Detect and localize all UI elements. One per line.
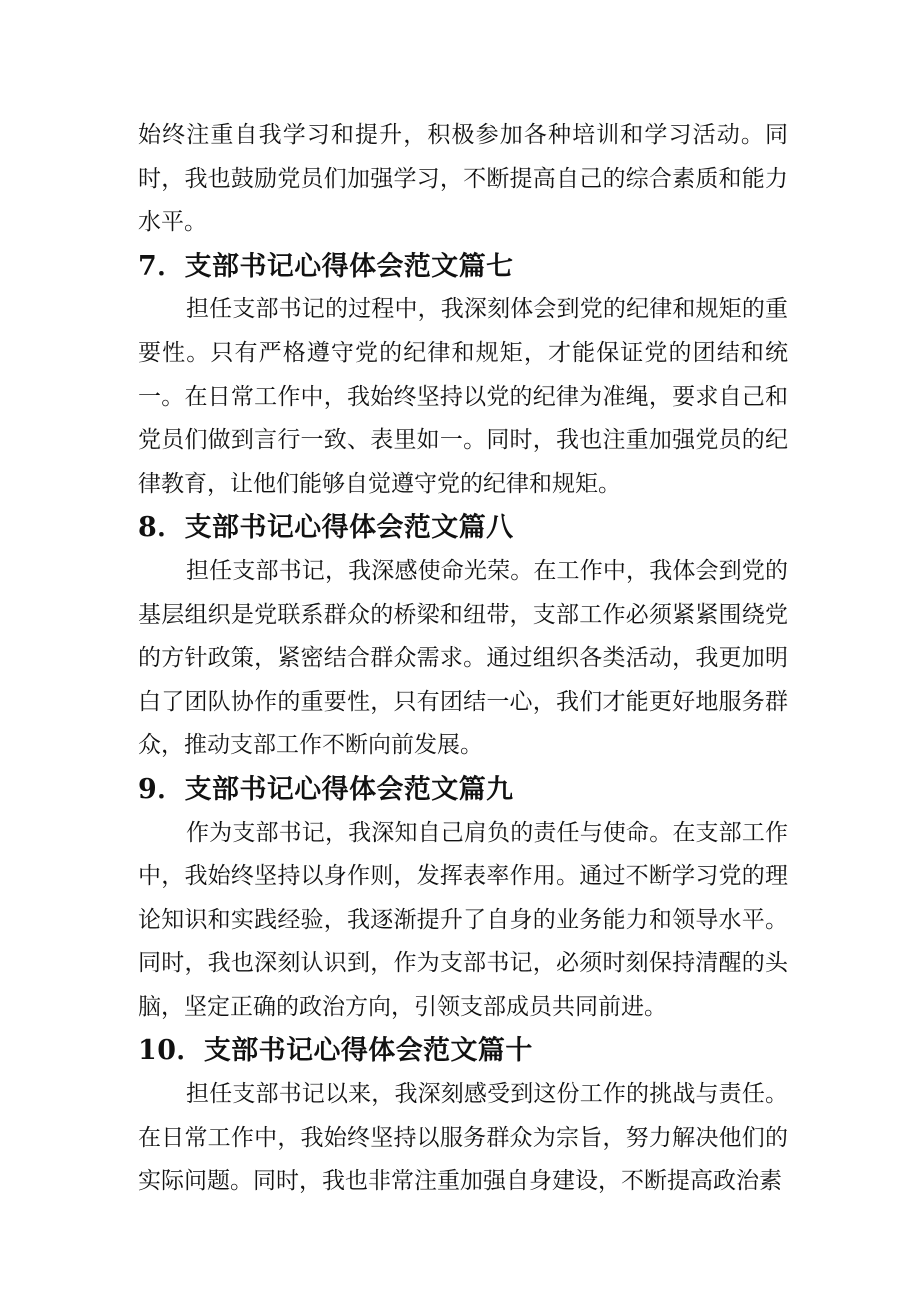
section-heading-9: 9．支部书记心得体会范文篇九	[138, 773, 514, 805]
paragraph-section-7: 担任支部书记的过程中，我深刻体会到党的纪律和规矩的重要性。只有严格遵守党的纪律和规矩，才能保证党的团结和统一。在日常工作中，我始终坚持以党的纪律为准绳，要求自己和党员们做到言行一致、表里如一。同时，我也注重加强党员的纪律教育，让他们能够自觉遵守党的纪律和规矩。	[138, 296, 788, 497]
section-heading-7: 7．支部书记心得体会范文篇七	[138, 250, 514, 282]
paragraph-section-10: 担任支部书记以来，我深刻感受到这份工作的挑战与责任。在日常工作中，我始终坚持以服务群众为宗旨，努力解决他们的实际问题。同时，我也非常注重加强自身建设，不断提高政治素	[138, 1081, 788, 1195]
document-body	[138, 114, 788, 1204]
section-heading-10: 10．支部书记心得体会范文篇十	[138, 1035, 533, 1067]
section-heading-8: 8．支部书记心得体会范文篇八	[138, 512, 514, 544]
paragraph-continued: 始终注重自我学习和提升，积极参加各种培训和学习活动。同时，我也鼓励党员们加强学习，不断提高自己的综合素质和能力水平。	[138, 122, 788, 236]
paragraph-section-9: 作为支部书记，我深知自己肩负的责任与使命。在支部工作中，我始终坚持以身作则，发挥表率作用。通过不断学习党的理论知识和实践经验，我逐渐提升了自身的业务能力和领导水平。同时，我也深刻认识到，作为支部书记，必须时刻保持清醒的头脑，坚定正确的政治方向，引领支部成员共同前进。	[138, 819, 788, 1020]
paragraph-section-8: 担任支部书记，我深感使命光荣。在工作中，我体会到党的基层组织是党联系群众的桥梁和纽带，支部工作必须紧紧围绕党的方针政策，紧密结合群众需求。通过组织各类活动，我更加明白了团队协作的重要性，只有团结一心，我们才能更好地服务群众，推动支部工作不断向前发展。	[138, 557, 788, 759]
